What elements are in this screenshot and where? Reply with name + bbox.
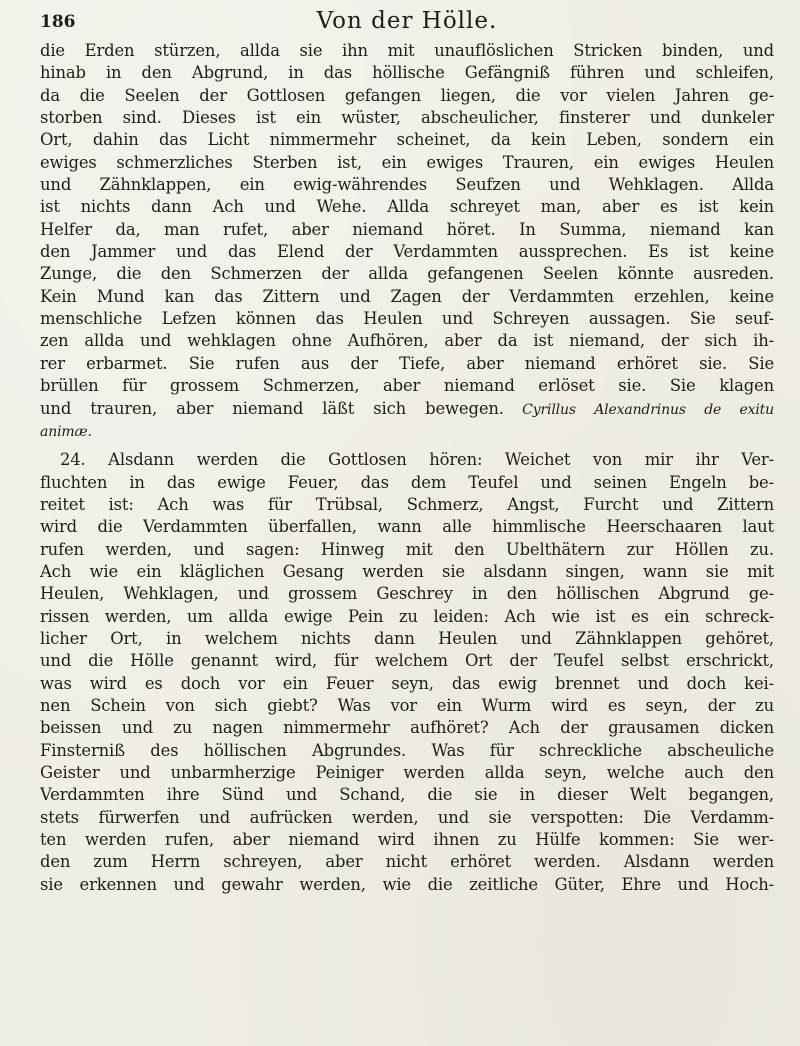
- p1-line: hinab in den Abgrund, in das höllische Gefängniß führen und schleifen,: [40, 63, 774, 83]
- p2-line: was wird es doch vor ein Feuer seyn, das ewig brennet und doch kei-: [40, 673, 774, 693]
- citation-continued: animæ.: [40, 423, 92, 440]
- p2-line: wird die Verdammten überfallen, wann alle himmlische Heerschaaren laut: [40, 517, 774, 537]
- p1-line: Zunge, die den Schmerzen der allda gefangenen Seelen könnte ausreden.: [40, 264, 774, 284]
- p2-line: den zum Herrn schreyen, aber nicht erhöret werden. Alsdann werden: [40, 852, 774, 872]
- p1-line: Kein Mund kan das Zittern und Zagen der Verdammten erzehlen, keine: [40, 286, 774, 306]
- p1-line: ist nichts dann Ach und Wehe. Allda schreyet man, aber es ist kein: [40, 197, 774, 217]
- p1-line: und trauren, aber niemand läßt sich bewegen. Cyrillus Alexandrinus de exitu: [40, 398, 774, 418]
- p2-line: Ach wie ein kläglichen Gesang werden sie alsdann singen, wann sie mit: [40, 561, 774, 581]
- p2-line: Heulen, Wehklagen, und grossem Geschrey in den höllischen Abgrund ge-: [40, 584, 774, 604]
- p1-line: und Zähnklappen, ein ewig-währendes Seufzen und Wehklagen. Allda: [40, 175, 774, 195]
- running-title: Von der Hölle.: [316, 8, 498, 34]
- p1-line: die Erden stürzen, allda sie ihn mit unauflöslichen Stricken binden, und: [40, 41, 774, 60]
- p1-line: rer erbarmet. Sie rufen aus der Tiefe, aber niemand erhöret sie. Sie: [40, 353, 774, 373]
- p2-line: fluchten in das ewige Feuer, das dem Teufel und seinen Engeln be-: [40, 472, 774, 492]
- p2-line: Verdammten ihre Sünd und Schand, die sie in dieser Welt begangen,: [40, 785, 774, 805]
- p2-line: und die Hölle genannt wird, für welchem Ort der Teufel selbst erschrickt,: [40, 651, 774, 671]
- p1-line: Ort, dahin das Licht nimmermehr scheinet, da kein Leben, sondern ein: [40, 130, 774, 150]
- p2-line: reitet ist: Ach was für Trübsal, Schmerz, Angst, Furcht und Zittern: [40, 494, 774, 514]
- paragraph-1: [40, 40, 774, 449]
- p1-line: Helfer da, man rufet, aber niemand höret. In Summa, niemand kan: [40, 219, 774, 239]
- p2-line: beissen und zu nagen nimmermehr aufhöret? Ach der grausamen dicken: [40, 718, 774, 738]
- p2-line: 24. Alsdann werden die Gottlosen hören: Weichet von mir ihr Ver-: [60, 450, 774, 470]
- p2-line: rissen werden, um allda ewige Pein zu leiden: Ach wie ist es ein schreck-: [40, 606, 774, 626]
- p1-line: menschliche Lefzen können das Heulen und Schreyen aussagen. Sie seuf-: [40, 309, 774, 329]
- paragraph-2: [40, 449, 774, 896]
- p2-line: stets fürwerfen und aufrücken werden, und sie verspotten: Die Verdamm-: [40, 807, 774, 827]
- p2-line: Finsterniß des höllischen Abgrundes. Was für schreckliche abscheuliche: [40, 740, 774, 760]
- p1-line: zen allda und wehklagen ohne Aufhören, aber da ist niemand, der sich ih-: [40, 331, 774, 351]
- p1-line: storben sind. Dieses ist ein wüster, abscheulicher, finsterer und dunkeler: [40, 108, 774, 128]
- p1-line: brüllen für grossem Schmerzen, aber niemand erlöset sie. Sie klagen: [40, 376, 774, 396]
- p2-line: rufen werden, und sagen: Hinweg mit den Ubelthätern zur Höllen zu.: [40, 539, 774, 559]
- p1-line: da die Seelen der Gottlosen gefangen liegen, die vor vielen Jahren ge-: [40, 85, 774, 105]
- p2-line: Geister und unbarmherzige Peiniger werden allda seyn, welche auch den: [40, 763, 774, 782]
- page-number: 186: [40, 12, 76, 32]
- p2-line: ten werden rufen, aber niemand wird ihnen zu Hülfe kommen: Sie wer-: [40, 830, 774, 850]
- p2-line: licher Ort, in welchem nichts dann Heulen und Zähnklappen gehöret,: [40, 628, 774, 648]
- p2-line: nen Schein von sich giebt? Was vor ein Wurm wird es seyn, der zu: [40, 695, 774, 715]
- p2-line: sie erkennen und gewahr werden, wie die zeitliche Güter, Ehre und Hoch-: [40, 874, 774, 894]
- citation: Cyrillus Alexandrinus de exitu: [503, 401, 774, 418]
- p1-line: den Jammer und das Elend der Verdammten aussprechen. Es ist keine: [40, 242, 774, 262]
- p1-line: ewiges schmerzliches Sterben ist, ein ewiges Trauren, ein ewiges Heulen: [40, 152, 774, 172]
- running-head: [40, 8, 774, 38]
- body-text: [40, 40, 774, 896]
